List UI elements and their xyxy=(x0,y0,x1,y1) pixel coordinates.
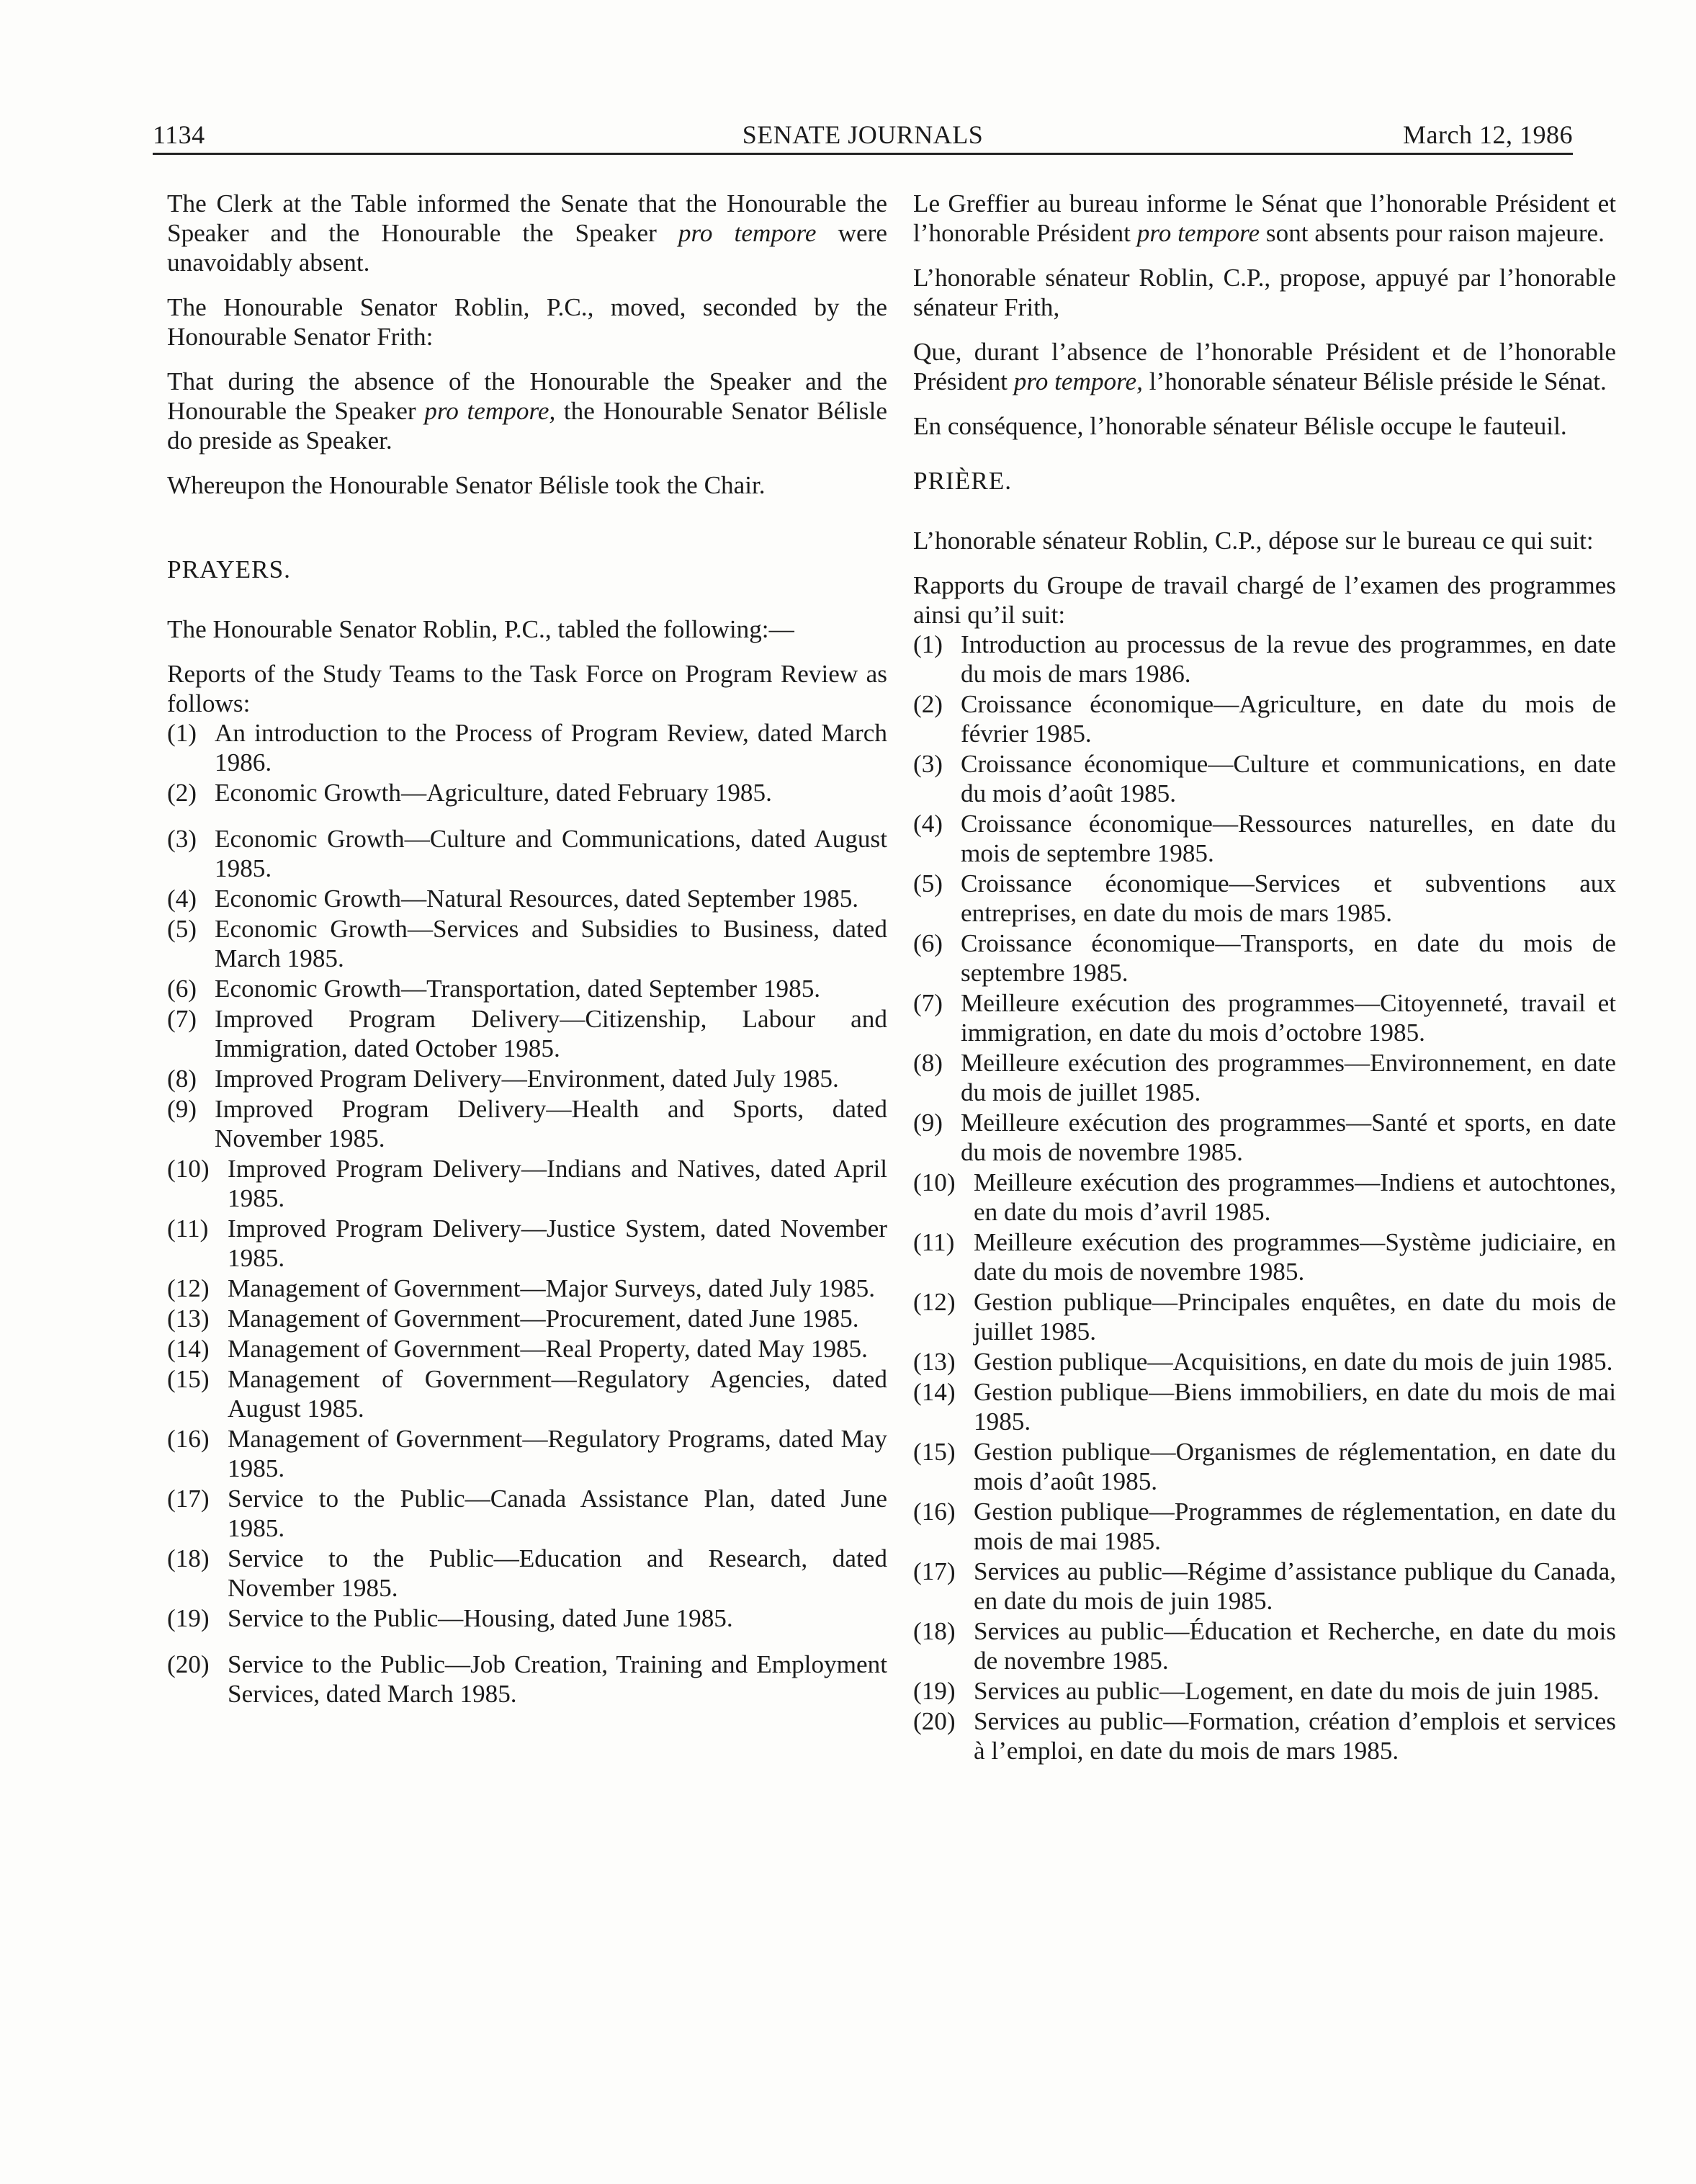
paragraph-greffier-informe: Le Greffier au bureau informe le Sénat que l’honorable Président et l’honorable Président pro tempore sont absents pour raison majeure. xyxy=(913,189,1616,247)
list-item: (15) Management of Government—Regulatory Agencies, dated August 1985. xyxy=(167,1365,887,1423)
list-item: (12) Gestion publique—Principales enquêtes, en date du mois de juillet 1985. xyxy=(913,1288,1616,1346)
list-item: (6) Economic Growth—Transportation, dated September 1985. xyxy=(167,975,821,1003)
paragraph-propose: L’honorable sénateur Roblin, C.P., propose, appuyé par l’honorable sénateur Frith, xyxy=(913,264,1616,321)
list-item: (9) Improved Program Delivery—Health and Sports, dated November 1985. xyxy=(167,1095,887,1153)
english-report-list xyxy=(167,718,887,1709)
french-column xyxy=(913,189,1616,1766)
list-item: (10) Improved Program Delivery—Indians and Natives, dated April 1985. xyxy=(167,1155,887,1212)
paragraph-resolution: That during the absence of the Honourable the Speaker and the Honourable the Speaker pro tempore, the Honourable Senator Bélisle do preside as Speaker. xyxy=(167,367,887,455)
list-item: (5) Economic Growth—Services and Subsidies to Business, dated March 1985. xyxy=(167,915,887,972)
list-item: (17) Service to the Public—Canada Assistance Plan, dated June 1985. xyxy=(167,1485,887,1542)
list-item: (11) Meilleure exécution des programmes—Système judiciaire, en date du mois de novembre 1985. xyxy=(913,1228,1616,1286)
paragraph-tabled: The Honourable Senator Roblin, P.C., tabled the following:— xyxy=(167,615,794,643)
journal-title: SENATE JOURNALS xyxy=(742,120,984,149)
list-item: (2) Economic Growth—Agriculture, dated February 1985. xyxy=(167,779,772,807)
journal-date: March 12, 1986 xyxy=(1403,120,1573,149)
page-header xyxy=(153,115,1573,155)
list-item: (2) Croissance économique—Agriculture, en date du mois de février 1985. xyxy=(913,690,1616,748)
list-item: (9) Meilleure exécution des programmes—Santé et sports, en date du mois de novembre 1985. xyxy=(913,1109,1616,1166)
list-item: (13) Gestion publique—Acquisitions, en date du mois de juin 1985. xyxy=(913,1348,1613,1376)
paragraph-motion: The Honourable Senator Roblin, P.C., moved, seconded by the Honourable Senator Frith: xyxy=(167,293,887,351)
paragraph-fauteuil: En conséquence, l’honorable sénateur Bélisle occupe le fauteuil. xyxy=(913,412,1567,440)
page-number: 1134 xyxy=(153,120,205,149)
list-item: (1) Introduction au processus de la revue des programmes, en date du mois de mars 1986. xyxy=(913,630,1616,688)
list-item: (1) An introduction to the Process of Program Review, dated March 1986. xyxy=(167,719,887,777)
list-item: (7) Improved Program Delivery—Citizenship, Labour and Immigration, dated October 1985. xyxy=(167,1005,887,1062)
list-item: (14) Gestion publique—Biens immobiliers, en date du mois de mai 1985. xyxy=(913,1378,1616,1436)
english-column xyxy=(167,189,887,1709)
list-item: (3) Croissance économique—Culture et communications, en date du mois d’août 1985. xyxy=(913,750,1616,807)
paragraph-rapports-intro: Rapports du Groupe de travail chargé de l’examen des programmes ainsi qu’il suit: xyxy=(913,571,1616,629)
list-item: (16) Management of Government—Regulatory Programs, dated May 1985. xyxy=(167,1425,887,1482)
paragraph-resolution-fr: Que, durant l’absence de l’honorable Président et de l’honorable Président pro tempore, l’honorable sénateur Bélisle préside le Sénat. xyxy=(913,338,1616,395)
list-item: (17) Services au public—Régime d’assistance publique du Canada, en date du mois de juin 1985. xyxy=(913,1557,1616,1615)
list-item: (16) Gestion publique—Programmes de réglementation, en date du mois de mai 1985. xyxy=(913,1498,1616,1555)
list-item: (8) Meilleure exécution des programmes—Environnement, en date du mois de juillet 1985. xyxy=(913,1049,1616,1106)
list-item: (15) Gestion publique—Organismes de réglementation, en date du mois d’août 1985. xyxy=(913,1438,1616,1495)
list-item: (10) Meilleure exécution des programmes—Indiens et autochtones, en date du mois d’avril 1985. xyxy=(913,1168,1616,1226)
paragraph-took-chair: Whereupon the Honourable Senator Bélisle took the Chair. xyxy=(167,471,766,499)
list-item: (19) Service to the Public—Housing, dated June 1985. xyxy=(167,1604,733,1632)
list-item: (6) Croissance économique—Transports, en date du mois de septembre 1985. xyxy=(913,929,1616,987)
list-item: (18) Service to the Public—Education and Research, dated November 1985. xyxy=(167,1544,887,1602)
list-item: (14) Management of Government—Real Property, dated May 1985. xyxy=(167,1335,868,1363)
heading-prayers: PRAYERS. xyxy=(167,555,291,583)
paragraph-clerk-informed: The Clerk at the Table informed the Senate that the Honourable the Speaker and the Honourable the Speaker pro tempore were unavoidably absent. xyxy=(167,189,887,277)
list-item: (8) Improved Program Delivery—Environment, dated July 1985. xyxy=(167,1065,839,1093)
list-item: (4) Croissance économique—Ressources naturelles, en date du mois de septembre 1985. xyxy=(913,810,1616,867)
paragraph-reports-intro: Reports of the Study Teams to the Task Force on Program Review as follows: xyxy=(167,660,887,717)
list-item: (20) Service to the Public—Job Creation, Training and Employment Services, dated March 1985. xyxy=(167,1650,887,1708)
list-item: (3) Economic Growth—Culture and Communications, dated August 1985. xyxy=(167,825,887,882)
list-item: (20) Services au public—Formation, création d’emplois et services à l’emploi, en date du mois de mars 1985. xyxy=(913,1707,1616,1765)
list-item: (12) Management of Government—Major Surveys, dated July 1985. xyxy=(167,1274,876,1302)
list-item: (5) Croissance économique—Services et subventions aux entreprises, en date du mois de mars 1985. xyxy=(913,869,1616,927)
list-item: (18) Services au public—Éducation et Recherche, en date du mois de novembre 1985. xyxy=(913,1617,1616,1675)
french-report-list xyxy=(913,630,1616,1765)
list-item: (7) Meilleure exécution des programmes—Citoyenneté, travail et immigration, en date du mois d’octobre 1985. xyxy=(913,989,1616,1047)
paragraph-depose: L’honorable sénateur Roblin, C.P., dépose sur le bureau ce qui suit: xyxy=(913,527,1594,555)
list-item: (19) Services au public—Logement, en date du mois de juin 1985. xyxy=(913,1677,1599,1705)
list-item: (11) Improved Program Delivery—Justice System, dated November 1985. xyxy=(167,1214,887,1272)
heading-priere: PRIÈRE. xyxy=(913,467,1013,495)
list-item: (4) Economic Growth—Natural Resources, dated September 1985. xyxy=(167,885,859,913)
list-item: (13) Management of Government—Procurement, dated June 1985. xyxy=(167,1304,859,1333)
